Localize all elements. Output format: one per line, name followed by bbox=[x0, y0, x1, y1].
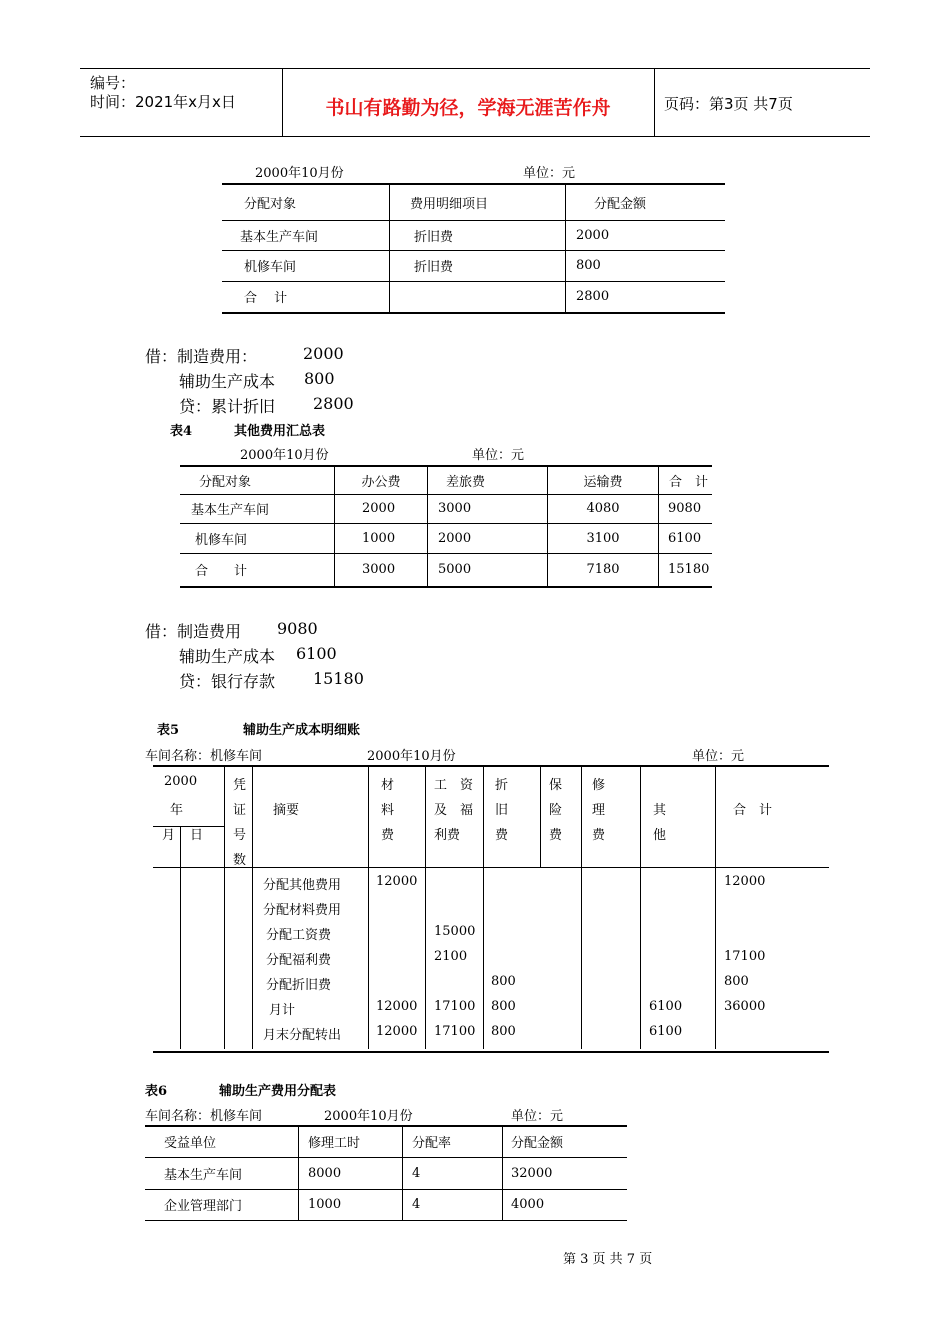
t5-title: 辅助生产成本明细账 bbox=[243, 723, 361, 738]
header-cell: 办公费 bbox=[335, 466, 428, 494]
header-month: 月 bbox=[162, 828, 176, 843]
ledger-amount-cell: 800 bbox=[491, 1024, 516, 1039]
header-voucher-3: 号 bbox=[233, 828, 247, 843]
page-info: 页码：第3页 共7页 bbox=[664, 95, 793, 113]
col-line bbox=[180, 826, 181, 1049]
entry2-value1: 9080 bbox=[277, 619, 318, 638]
ledger-amount-cell: 17100 bbox=[434, 1024, 476, 1039]
t4-label: 表4 bbox=[170, 424, 193, 439]
header-cell: 修理工时 bbox=[299, 1126, 403, 1157]
header-repair-3: 费 bbox=[592, 828, 606, 843]
table-cell: 800 bbox=[576, 258, 601, 273]
ledger-summary-cell: 分配福利费 bbox=[266, 953, 332, 968]
table-cell: 基本生产车间 bbox=[180, 494, 335, 523]
header-voucher-2: 证 bbox=[233, 803, 247, 818]
table-cell: 2000 bbox=[428, 523, 548, 553]
table-cell: 合 计 bbox=[222, 281, 390, 313]
table-cell: 企业管理部门 bbox=[145, 1189, 299, 1220]
ledger-summary-cell: 分配材料费用 bbox=[263, 903, 342, 918]
entry1-value3: 2800 bbox=[313, 394, 354, 413]
header-wage-1: 工 资 bbox=[434, 778, 474, 793]
table-cell: 4 bbox=[403, 1189, 503, 1220]
header-cell: 合 计 bbox=[669, 474, 709, 490]
t5-label: 表5 bbox=[157, 723, 180, 738]
ledger-amount-cell: 800 bbox=[724, 974, 749, 989]
table-cell: 基本生产车间 bbox=[145, 1157, 299, 1189]
header-cell: 费用明细项目 bbox=[390, 184, 566, 220]
table-cell: 3100 bbox=[548, 523, 659, 553]
time-label: 时间：2021年x月x日 bbox=[90, 93, 236, 111]
header-motto-cell bbox=[282, 69, 655, 136]
table-cell: 机修车间 bbox=[180, 523, 335, 553]
t6-unit: 单位：元 bbox=[511, 1109, 564, 1124]
col-line bbox=[224, 767, 225, 1049]
ledger-amount-cell: 12000 bbox=[724, 874, 766, 889]
header-insur-1: 保 bbox=[549, 778, 563, 793]
header-material-2: 料 bbox=[381, 803, 395, 818]
col-line bbox=[715, 767, 716, 1049]
table-cell: 4080 bbox=[548, 494, 659, 523]
entry1-line3: 贷：累计折旧 bbox=[179, 397, 276, 416]
table-auxiliary-cost-ledger bbox=[153, 765, 829, 1053]
table-cell: 2000 bbox=[335, 494, 428, 523]
header-right-cell bbox=[654, 69, 870, 136]
header-nian: 年 bbox=[170, 803, 184, 818]
table-cell: 4 bbox=[403, 1157, 503, 1189]
table-cell: 1000 bbox=[299, 1189, 403, 1220]
header-cell: 分配对象 bbox=[180, 466, 335, 494]
col-line bbox=[368, 767, 369, 1049]
header-depr-3: 费 bbox=[495, 828, 509, 843]
ledger-amount-cell: 12000 bbox=[376, 874, 418, 889]
table-auxiliary-allocation bbox=[145, 1125, 627, 1221]
header-repair-1: 修 bbox=[592, 778, 606, 793]
t5-period: 2000年10月份 bbox=[367, 749, 456, 764]
col-line bbox=[540, 767, 541, 867]
header-wage-2: 及 福 bbox=[434, 803, 474, 818]
entry1-value2: 800 bbox=[304, 369, 335, 388]
header-cell: 分配对象 bbox=[222, 184, 390, 220]
entry2-line3: 贷：银行存款 bbox=[179, 672, 276, 691]
header-wage-3: 利费 bbox=[434, 828, 461, 843]
col-line bbox=[425, 767, 426, 1049]
table-header-row bbox=[180, 466, 712, 494]
table-row bbox=[222, 220, 725, 250]
table-cell: 5000 bbox=[428, 553, 548, 587]
header-other-2: 他 bbox=[653, 828, 667, 843]
table-cell: 机修车间 bbox=[222, 250, 390, 281]
table-header-row bbox=[145, 1126, 627, 1157]
table-cell: 2800 bbox=[576, 289, 610, 305]
table-header-row bbox=[222, 184, 725, 220]
header-cell: 差旅费 bbox=[428, 466, 548, 494]
header-year: 2000 bbox=[164, 774, 198, 789]
ledger-summary-cell: 分配折旧费 bbox=[266, 978, 332, 993]
header-repair-2: 理 bbox=[592, 803, 606, 818]
header-voucher-4: 数 bbox=[233, 853, 247, 868]
header-day: 日 bbox=[190, 828, 204, 843]
ledger-amount-cell: 6100 bbox=[649, 1024, 683, 1039]
t3-period: 2000年10月份 bbox=[255, 166, 344, 181]
t4-unit: 单位：元 bbox=[472, 448, 525, 463]
table-cell: 9080 bbox=[668, 501, 702, 516]
header-voucher-1: 凭 bbox=[233, 778, 247, 793]
header-cell: 受益单位 bbox=[145, 1126, 299, 1157]
ledger-amount-cell: 12000 bbox=[376, 999, 418, 1014]
table-cell bbox=[390, 281, 566, 313]
t6-workshop: 车间名称：机修车间 bbox=[145, 1109, 263, 1124]
table-row bbox=[145, 1157, 627, 1189]
t5-unit: 单位：元 bbox=[692, 749, 745, 764]
header-left-cell bbox=[80, 69, 283, 136]
motto: 书山有路勤为径，学海无涯苦作舟 bbox=[325, 97, 611, 119]
header-summary: 摘要 bbox=[273, 803, 300, 818]
table-row bbox=[222, 250, 725, 281]
ledger-amount-cell: 2100 bbox=[434, 949, 468, 964]
ledger-amount-cell: 12000 bbox=[376, 1024, 418, 1039]
col-line bbox=[640, 767, 641, 1049]
header-insur-3: 费 bbox=[549, 828, 563, 843]
ledger-amount-cell: 6100 bbox=[649, 999, 683, 1014]
entry1-line2: 辅助生产成本 bbox=[179, 372, 276, 391]
table-cell: 4000 bbox=[511, 1197, 545, 1212]
table-cell: 7180 bbox=[548, 553, 659, 587]
table-row bbox=[145, 1189, 627, 1220]
entry2-value3: 15180 bbox=[313, 669, 364, 688]
t6-title: 辅助生产费用分配表 bbox=[219, 1084, 337, 1099]
table-cell: 基本生产车间 bbox=[222, 220, 390, 250]
header-cell: 运输费 bbox=[548, 466, 659, 494]
header-cell: 分配金额 bbox=[594, 196, 647, 212]
entry2-value2: 6100 bbox=[296, 644, 337, 663]
table-other-expenses bbox=[180, 465, 712, 588]
table-row bbox=[180, 553, 712, 587]
ledger-summary-cell: 月末分配转出 bbox=[263, 1028, 342, 1043]
ledger-amount-cell: 17100 bbox=[434, 999, 476, 1014]
col-line bbox=[483, 767, 484, 1049]
table-row bbox=[222, 281, 725, 313]
col-line bbox=[581, 767, 582, 1049]
header-cell: 分配率 bbox=[403, 1126, 503, 1157]
ledger-amount-cell: 800 bbox=[491, 999, 516, 1014]
ledger-amount-cell: 36000 bbox=[724, 999, 766, 1014]
header-insur-2: 险 bbox=[549, 803, 563, 818]
header-total: 合 计 bbox=[733, 803, 773, 818]
table-cell: 32000 bbox=[511, 1165, 553, 1181]
t4-period: 2000年10月份 bbox=[240, 448, 329, 463]
t4-title: 其他费用汇总表 bbox=[234, 424, 326, 439]
table-cell: 合 计 bbox=[180, 553, 335, 587]
ledger-amount-cell: 17100 bbox=[724, 949, 766, 964]
header-depr-1: 折 bbox=[495, 778, 509, 793]
table-row bbox=[180, 494, 712, 523]
col-line bbox=[252, 767, 253, 1049]
header-depr-2: 旧 bbox=[495, 803, 509, 818]
t3-unit: 单位：元 bbox=[523, 166, 576, 181]
number-label: 编号： bbox=[90, 74, 136, 92]
table-cell: 15180 bbox=[668, 562, 710, 578]
table-cell: 2000 bbox=[576, 227, 610, 243]
table-cell: 3000 bbox=[335, 553, 428, 587]
ledger-amount-cell: 800 bbox=[491, 974, 516, 989]
table-cell: 折旧费 bbox=[390, 220, 566, 250]
t6-period: 2000年10月份 bbox=[324, 1109, 413, 1124]
ledger-amount-cell: 15000 bbox=[434, 924, 476, 939]
table-cell: 1000 bbox=[335, 523, 428, 553]
header-material-1: 材 bbox=[381, 778, 395, 793]
row-line bbox=[153, 867, 829, 868]
page-footer: 第 3 页 共 7 页 bbox=[563, 1252, 653, 1267]
entry1-value1: 2000 bbox=[303, 344, 344, 363]
table-row bbox=[180, 523, 712, 553]
header-cell: 分配金额 bbox=[511, 1136, 564, 1152]
entry2-line1: 借：制造费用 bbox=[145, 622, 242, 641]
header-material-3: 费 bbox=[381, 828, 395, 843]
entry2-line2: 辅助生产成本 bbox=[179, 647, 276, 666]
t6-label: 表6 bbox=[145, 1084, 168, 1099]
ledger-summary-cell: 分配工资费 bbox=[266, 928, 332, 943]
page-header bbox=[80, 68, 870, 137]
t5-workshop: 车间名称：机修车间 bbox=[145, 749, 263, 764]
table-depreciation-allocation bbox=[222, 183, 725, 314]
ledger-summary-cell: 分配其他费用 bbox=[263, 878, 342, 893]
ledger-summary-cell: 月计 bbox=[269, 1003, 296, 1018]
entry1-line1: 借：制造费用： bbox=[145, 347, 258, 366]
table-cell: 3000 bbox=[428, 494, 548, 523]
table-cell: 8000 bbox=[299, 1157, 403, 1189]
table-cell: 6100 bbox=[668, 530, 702, 546]
table-cell: 折旧费 bbox=[390, 250, 566, 281]
header-other-1: 其 bbox=[653, 803, 667, 818]
